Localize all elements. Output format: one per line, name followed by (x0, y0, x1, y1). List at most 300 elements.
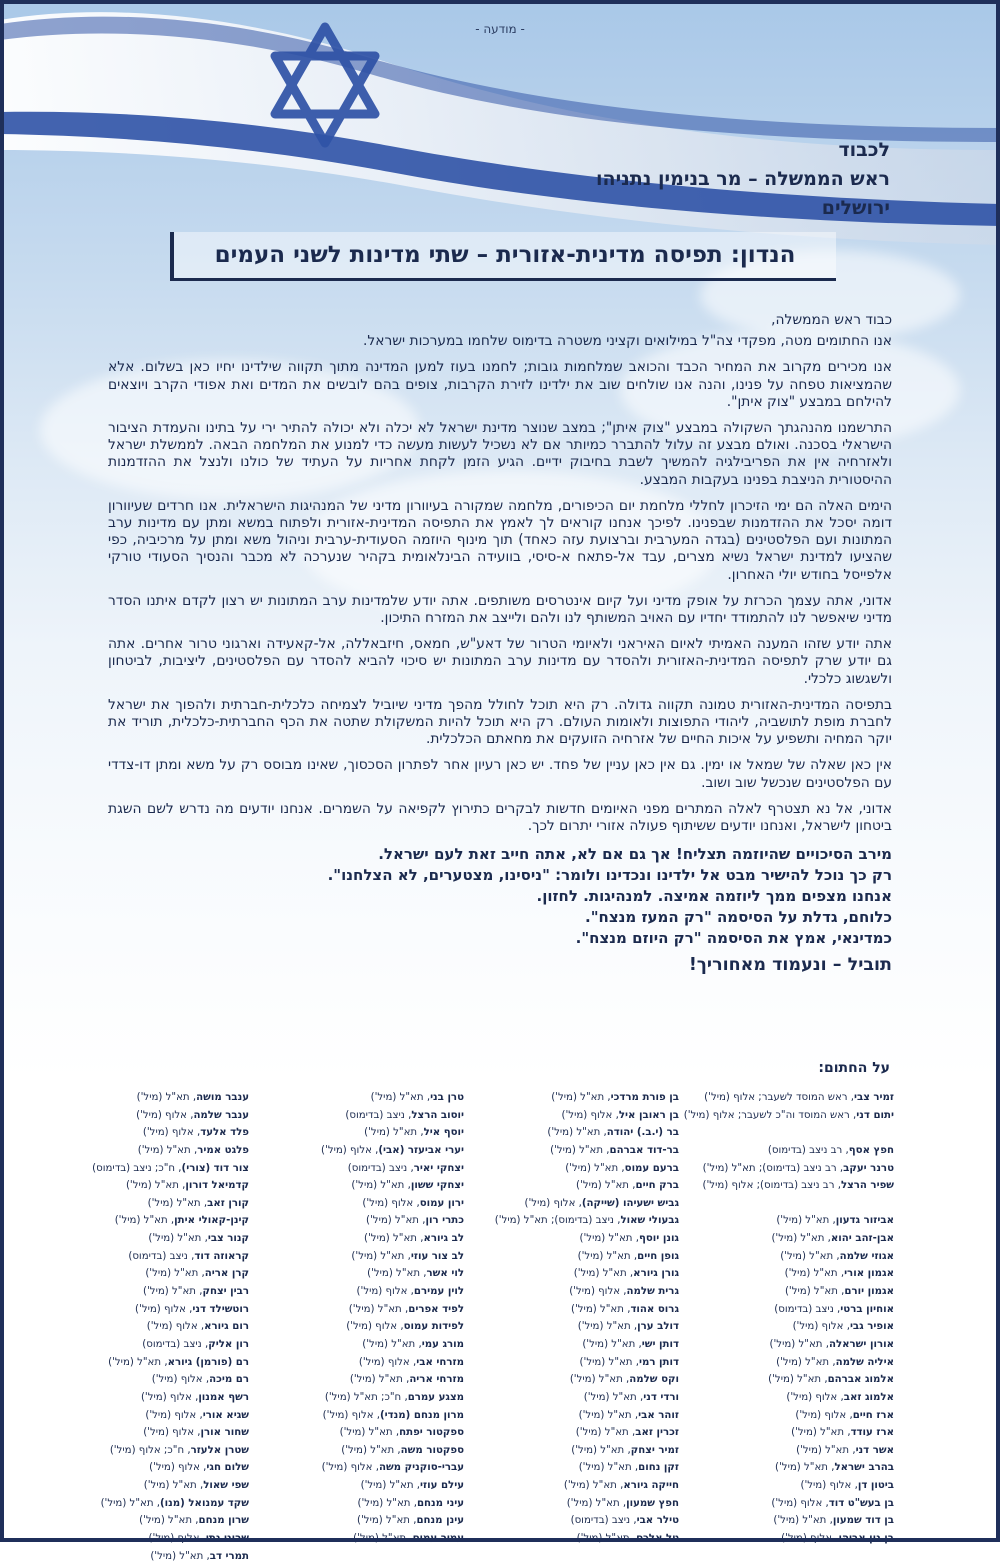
signatory-name: ורדי דני (643, 1391, 679, 1403)
signatory-rank: אלוף (מיל') (524, 1197, 576, 1209)
signatory-name: פלד אלעד (200, 1127, 249, 1139)
signatory-row (479, 1195, 679, 1213)
signatory-separator: , (187, 1250, 195, 1262)
signatory-name: גביש ישעיהו (שייקה) (581, 1197, 679, 1209)
signatory-row (264, 1407, 464, 1425)
signatory-separator: , (844, 1427, 851, 1439)
signatory-row (264, 1530, 464, 1548)
signatory-separator: , (603, 1144, 610, 1156)
signatory-name: חפץ שמעון (626, 1497, 679, 1509)
signatory-name: בר (י.ב.) יהודה (606, 1127, 679, 1139)
signatory-name: אשר דני (855, 1444, 894, 1456)
signatory-rank: תא"ל (מיל') (771, 1233, 825, 1245)
signatory-row (264, 1160, 464, 1178)
signatory-rank: אלוף (מיל') (561, 1109, 613, 1121)
signatory-name: רון אליק (208, 1338, 249, 1350)
notice-label: - מודעה - (475, 22, 525, 36)
signatory-row (99, 1318, 249, 1336)
signatory-name: ברק חיים (635, 1180, 679, 1192)
signatory-name: רם (פורמן) גיורא (167, 1356, 249, 1368)
signatory-name: שגיא אורי (202, 1409, 249, 1421)
signatory-separator: , (613, 1215, 621, 1227)
signatory-name: ביטון דן (857, 1480, 894, 1492)
signatory-separator: , (401, 1391, 408, 1403)
signatory-separator: , (619, 1497, 627, 1509)
signatory-rank: ניצב (בדימוס) (570, 1515, 631, 1527)
signatory-row (694, 1160, 894, 1178)
signatory-row (694, 1495, 894, 1513)
signatory-separator: , (846, 1409, 853, 1421)
signatory-rank: רב ניצב (בדימוס) (767, 1144, 843, 1156)
signatory-rank: תא"ל (מיל') (139, 1515, 193, 1527)
signatory-separator: , (629, 1533, 637, 1545)
paragraph: בתפיסה המדינית-האזורית טמונה תקווה גדולה. רק היא תוכל לחולל מהפך מדיני שיוביל לצמיחה כלכלית-חברתית ולהפוך את ישראל לחברת מופת לתושביה, ליהודי התפוצות ולאומות העולם. רק היא תוכל להיות המשקולת שתטה את הכף החברתית-כלכלית, תוריד את יוקר המחיה ותשפיע על איכות החיים של אזרחיה הזועקים את מחאתם הכלכלית. (108, 696, 892, 748)
signatory-separator: , (824, 1233, 831, 1245)
signatory-rank: תא"ל (מיל') (108, 1356, 162, 1368)
signatory-separator: , (418, 1215, 426, 1227)
signatory-row (264, 1265, 464, 1283)
signatory-separator: , (407, 1162, 414, 1174)
signatory-name: בן פורת מרדכי (610, 1092, 679, 1103)
signatory-name: שרוני נתי (205, 1533, 249, 1545)
signatory-separator: , (371, 1144, 379, 1156)
signatory-separator: , (175, 1162, 182, 1174)
signatory-name: זכרין זאב (635, 1427, 679, 1439)
signatory-rank: תא"ל (מיל') (143, 1480, 197, 1492)
signatory-row (694, 1177, 894, 1195)
signatory-rank: תא"ל (מיל') (137, 1144, 191, 1156)
signatory-rank: ניצב (בדימוס) (345, 1109, 405, 1121)
demand-line: אנחנו מצפים ממך ליוזמה אמיצה. למנהיגות. לחזון. (536, 887, 892, 906)
signatory-rank: תא"ל (מיל') (362, 1338, 416, 1350)
signatory-name: מצגע עמרם (407, 1391, 464, 1403)
signatory-row (264, 1424, 464, 1442)
signatory-separator: , (153, 1497, 161, 1509)
signatory-name: קדמיאל דורון (185, 1180, 249, 1192)
signatory-name: קורן זאב (207, 1197, 249, 1209)
signatory-name: אגמון אורי (844, 1268, 894, 1280)
signatory-name: דולב ערן (637, 1321, 679, 1333)
signatory-rank: תא"ל (מיל') (776, 1215, 830, 1227)
signatory-separator: , (836, 1162, 844, 1174)
signatory-row (479, 1107, 679, 1125)
signatory-rank: תא"ל (מיל') (147, 1197, 201, 1209)
signatory-rank: ניצב (בדימוס); תא"ל (מיל') (494, 1215, 614, 1227)
signatory-name: זמיר יצחק (630, 1444, 679, 1456)
signatory-row (99, 1283, 249, 1301)
signatory-rank: ח"כ; תא"ל (מיל') (324, 1391, 402, 1403)
signatory-separator: , (397, 1321, 404, 1333)
signatory-rank: ח"כ; אלוף (מיל') (109, 1444, 185, 1456)
signatory-row (479, 1283, 679, 1301)
signatory-separator: , (829, 1356, 836, 1368)
signatory-row (99, 1512, 249, 1530)
signatory-separator: , (629, 1180, 636, 1192)
signatory-row (99, 1530, 249, 1548)
signatories-title: על החתום: (818, 1060, 890, 1076)
signatory-separator: , (851, 1480, 858, 1492)
signatory-row (479, 1318, 679, 1336)
signatory-name: מרון מנחם (מנדי) (380, 1409, 464, 1421)
signatory-row (694, 1424, 894, 1442)
signatory-name: שטרן אלעזר (190, 1444, 249, 1456)
signatory-row (694, 1212, 894, 1230)
signatory-rank: תא"ל (מיל') (364, 1233, 417, 1245)
signatory-separator: , (201, 1233, 208, 1245)
signatory-separator: , (167, 1215, 175, 1227)
signatory-separator: , (409, 1356, 417, 1368)
signatory-row (479, 1230, 679, 1248)
signatory-separator: , (373, 1409, 381, 1421)
signatory-name: עיני מנחם (416, 1497, 464, 1509)
signatory-name: לב גיורא (423, 1233, 464, 1245)
signatory-separator: , (417, 1127, 424, 1139)
signatory-name: דותן ישי (641, 1338, 679, 1350)
signatory-name: בן דוד שמעון (832, 1515, 894, 1527)
signatory-name: דותן רמי (639, 1356, 679, 1368)
signatory-separator: , (842, 1144, 849, 1156)
signatory-name: שלום חגי (206, 1462, 249, 1474)
greeting: כבוד ראש הממשלה, (771, 312, 892, 328)
signatory-rank: אלוף (מיל') (346, 1321, 398, 1333)
signatory-rank: תא"ל (מיל') (769, 1338, 823, 1350)
signatory-separator: , (600, 1127, 607, 1139)
signatory-rank: אלוף (מיל') (143, 1427, 195, 1439)
signatory-row (694, 1124, 894, 1142)
signatory-separator: , (575, 1197, 582, 1209)
signatory-separator: , (837, 1391, 844, 1403)
signatory-rank: אלוף (מיל') (795, 1409, 847, 1421)
demand-line: כמדינאי, אמץ את הסיסמה "רק היוזם מנצח". (575, 929, 892, 948)
signatory-name: טרן בני (430, 1092, 464, 1103)
signatory-row (264, 1177, 464, 1195)
signatory-rank: תא"ל (מיל') (569, 1374, 623, 1386)
signatory-name: זמיר צבי (854, 1092, 894, 1103)
demand-line: רק כך נוכל להישיר מבט אל ילדינו ונכדינו ולומר: "ניסינו, מצטערים, לא הצלחנו". (327, 866, 892, 885)
signatory-rank: תא"ל (מיל') (566, 1497, 620, 1509)
signatory-rank: תא"ל (מיל') (578, 1409, 632, 1421)
signatory-separator: , (612, 1109, 619, 1121)
signatory-rank: תא"ל (מיל') (579, 1233, 633, 1245)
signatory-rank: תא"ל (מיל') (565, 1162, 619, 1174)
signatory-row (694, 1459, 894, 1477)
signatory-row (479, 1177, 679, 1195)
signatory-rank: רב ניצב (בדימוס); תא"ל (מיל') (702, 1162, 837, 1174)
signatory-row (479, 1124, 679, 1142)
signatory-rank: תא"ל (מיל') (360, 1480, 414, 1492)
signatory-row (99, 1495, 249, 1513)
address-block (596, 136, 890, 223)
signatory-rank: תא"ל (מיל') (114, 1215, 168, 1227)
signatory-rank: אלוף (מיל') (786, 1391, 838, 1403)
signatories-column (92, 1089, 249, 1565)
signatory-row (479, 1248, 679, 1266)
signatory-row (99, 1107, 249, 1125)
signatory-rank: תא"ל (מיל') (773, 1515, 827, 1527)
signatory-separator: , (628, 1427, 636, 1439)
signatories-column (479, 1089, 679, 1548)
signatory-name: אלמוג זאב (843, 1391, 894, 1403)
signatory-row (264, 1212, 464, 1230)
signatory-name: יוסף איל (423, 1127, 464, 1139)
signatory-row (99, 1389, 249, 1407)
signatory-rank: אלוף (מיל') (781, 1533, 832, 1545)
signatory-separator: , (404, 1250, 411, 1262)
signatory-separator: , (201, 1338, 209, 1350)
signatory-rank: תא"ל (מיל') (780, 1250, 834, 1262)
signatory-row (264, 1371, 464, 1389)
signatory-row (264, 1301, 464, 1319)
signatory-row (479, 1424, 679, 1442)
signatory-name: גרית שלמה (626, 1286, 679, 1298)
signatory-separator: , (192, 1515, 199, 1527)
signatory-separator: , (847, 1092, 854, 1103)
signatory-separator: , (195, 1286, 203, 1298)
signatory-name: שפי שאול (203, 1480, 249, 1492)
signatory-row (264, 1318, 464, 1336)
signatory-row (264, 1354, 464, 1372)
signatory-separator: , (392, 1427, 400, 1439)
signatory-row (264, 1142, 464, 1160)
signatory-rank: אלוף (מיל') (142, 1127, 194, 1139)
signatory-rank: תא"ל (מיל') (351, 1180, 405, 1192)
signatory-row (264, 1107, 464, 1125)
signatory-name: אגוזי שלמה (839, 1250, 894, 1262)
signatory-rank: תא"ל (מיל') (136, 1092, 190, 1103)
signatory-separator: , (604, 1092, 611, 1103)
signatory-name: גופן חיים (637, 1250, 679, 1262)
signatory-name: ארז עודד (850, 1427, 894, 1439)
signatory-rank: תא"ל (מיל') (145, 1268, 199, 1280)
signatory-separator: , (618, 1162, 625, 1174)
signatory-name: חייקה גיורא (623, 1480, 679, 1492)
signatory-row (694, 1336, 894, 1354)
signatory-row (694, 1089, 894, 1107)
signatory-row (694, 1301, 894, 1319)
signatory-row (99, 1230, 249, 1248)
signatory-name: תמרי דב (209, 1550, 249, 1562)
paragraph: התרשמנו מהנהגתך השקולה במבצע "צוק איתן"; במצב שנוצר מדינת ישראל לא יכלה ולא יכולה להתיר ירי על בתינו והעמדת הציבור הישראלי בסכנה. ואולם מבצע זה עלול להתברר כמיותר אם לא נשכיל לעשות מעשה כדי למנוע את המלחמה הבאה. לממשלת ישראל ולאזרחיה אין את הפריבילגיה להמשיך לשבת בחיבוק ידיים. הגיע הזמן לקחת אחריות על העתיד של כולנו ולנצל את ההזדמנות ההיסטורית הניצבת בפנינו בעקבות המבצע. (108, 420, 892, 488)
signatory-row (99, 1442, 249, 1460)
signatory-row (479, 1459, 679, 1477)
signatory-rank: אלוף (מיל') (136, 1109, 187, 1121)
signatory-row (99, 1336, 249, 1354)
signatory-separator: , (401, 1303, 409, 1315)
signatory-separator: , (631, 1462, 639, 1474)
signatory-row (694, 1265, 894, 1283)
signatory-rank: תא"ל (מיל') (353, 1533, 407, 1545)
signatory-row (264, 1124, 464, 1142)
signatory-rank: אלוף (מיל') (140, 1391, 192, 1403)
signatory-row (264, 1089, 464, 1107)
signatory-separator: , (404, 1180, 411, 1192)
signatory-rank: אלוף (מיל') (771, 1497, 823, 1509)
signatory-row (694, 1530, 894, 1548)
signatory-name: רוטשילד דני (192, 1303, 249, 1315)
signatory-rank: תא"ל (מיל') (349, 1374, 403, 1386)
signatory-separator: , (632, 1233, 639, 1245)
signatory-separator: , (827, 1462, 835, 1474)
signatory-rank: תא"ל (מיל') (576, 1533, 630, 1545)
signatory-rank: ח"כ; ניצב (בדימוס) (92, 1162, 176, 1174)
signatory-name: קראוזה דוד (194, 1250, 249, 1262)
signatory-rank: תא"ל (מיל') (563, 1480, 617, 1492)
signatory-rank: תא"ל (מיל') (351, 1250, 405, 1262)
signatory-separator: , (620, 1286, 627, 1298)
signatory-name: טילר אבי (636, 1515, 679, 1527)
signatory-name: גונן יוסף (638, 1233, 679, 1245)
signatory-name: גבעולי שאול (620, 1215, 679, 1227)
signatory-rank: אלוף (מיל') (321, 1144, 372, 1156)
signatory-name: בהרב ישראל (834, 1462, 894, 1474)
signatory-rank: אלוף (מיל') (135, 1303, 186, 1315)
signatory-separator: , (186, 1109, 194, 1121)
signatory-separator: , (402, 1374, 410, 1386)
signatory-name: יוסוב הרצל (411, 1109, 464, 1121)
closing-line: תוביל – ונעמוד מאחוריך! (688, 955, 892, 976)
signatory-row (264, 1336, 464, 1354)
signatory-row (99, 1265, 249, 1283)
signatory-name: לפיד אפרים (408, 1303, 464, 1315)
signatory-rank: תא"ל (מיל') (357, 1497, 411, 1509)
signatory-name: יצחקי ששון (410, 1180, 464, 1192)
signatory-row (99, 1248, 249, 1266)
signatory-name: מזרחי אבי (416, 1356, 464, 1368)
signatory-rank: ניצב (בדימוס) (347, 1162, 408, 1174)
signatory-row (264, 1195, 464, 1213)
signatory-rank: תא"ל (מיל') (150, 1550, 204, 1562)
signatory-name: פלגט אמיר (197, 1144, 249, 1156)
signatory-row (99, 1354, 249, 1372)
signatory-rank: אלוף (מיל') (362, 1197, 414, 1209)
signatory-rank: תא"ל (מיל') (578, 1462, 632, 1474)
signatory-rank: תא"ל (מיל') (366, 1215, 419, 1227)
signatory-rank: תא"ל (מיל') (143, 1286, 196, 1298)
signatory-rank: ראש המוסד וה"כ לשעבר; אלוף (מיל') (683, 1109, 850, 1121)
signatory-rank: תא"ל (מיל') (357, 1515, 410, 1527)
signatory-name: חפץ אסף (848, 1144, 894, 1156)
signatory-rank: תא"ל (מיל') (576, 1180, 630, 1192)
signatory-name: כתרי רון (425, 1215, 464, 1227)
signatory-row (479, 1142, 679, 1160)
signatory-separator: , (200, 1197, 208, 1209)
signatory-name: אביזור גדעון (835, 1215, 894, 1227)
signatory-rank: תא"ל (מיל') (575, 1427, 629, 1439)
signatory-row (479, 1354, 679, 1372)
signatory-rank: תא"ל (מיל') (364, 1127, 418, 1139)
signatory-row (264, 1459, 464, 1477)
signatory-name: שפיר הרצל (840, 1180, 894, 1192)
signatory-name: מזרחי אריה (409, 1374, 464, 1386)
signatory-separator: , (406, 1533, 413, 1545)
signatory-row (99, 1142, 249, 1160)
signatory-separator: , (415, 1338, 422, 1350)
signatory-separator: , (409, 1515, 417, 1527)
signatory-separator: , (826, 1515, 833, 1527)
signatory-separator: , (821, 1374, 828, 1386)
signatory-separator: , (833, 1303, 841, 1315)
paragraph: אין כאן שאלה של שמאל או ימין. גם אין כאן עניין של פחד. יש כאן רעיון אחר לפתרון הסכסוך, שאינו מבוסס רק על משא ומתן דו-צדדי עם הפלסטינים שנכשל שוב ושוב. (108, 757, 892, 791)
signatory-rank: אלוף (מיל') (356, 1286, 408, 1298)
signatory-rank: תא"ל (מיל') (796, 1444, 850, 1456)
signatory-rank: תא"ל (מיל') (577, 1321, 631, 1333)
signatories-grid (92, 1089, 894, 1562)
signatory-rank: תא"ל (מיל') (339, 1427, 393, 1439)
signatory-rank: תא"ל (מיל') (579, 1356, 633, 1368)
signatory-name: אגמון יורם (844, 1286, 894, 1298)
signatory-name: אבן-זהב יהוא (830, 1233, 894, 1245)
signatories-column (264, 1089, 464, 1548)
signatory-row (479, 1160, 679, 1178)
address-line: ראש הממשלה – מר בנימין נתניהו (596, 168, 890, 190)
signatory-rank: תא"ל (מיל') (577, 1250, 631, 1262)
signatory-rank: אלוף (מיל') (792, 1321, 844, 1333)
signatory-row (264, 1283, 464, 1301)
signatory-row (479, 1495, 679, 1513)
signatory-name: רם מיכה (209, 1374, 249, 1386)
signatory-row (99, 1477, 249, 1495)
signatory-name: ארז חיים (852, 1409, 894, 1421)
signatory-rank: אלוף (מיל') (358, 1356, 410, 1368)
signatory-rank: תא"ל (מיל') (348, 1303, 402, 1315)
signatory-rank: תא"ל (מיל') (551, 1092, 605, 1103)
signatory-rank: תא"ל (מיל') (370, 1092, 424, 1103)
signatory-row (694, 1442, 894, 1460)
signatory-row (264, 1495, 464, 1513)
signatory-row (92, 1160, 249, 1178)
signatory-rank: תא"ל (מיל') (573, 1268, 627, 1280)
signatory-rank: תא"ל (מיל') (582, 1338, 636, 1350)
paragraph: אתה יודע שזהו המענה האמיתי לאיום האיראני ולאיומי הטרור של דאע"ש, חמאס, חיזבאללה, אל-קאעידה וארגוני טרור אחרים. אתה גם יודע שרק לתפיסה המדינית-האזורית ולהסדר עם מדינות ערב המתונות יש סיכוי להביא להסדר עם הפלסטינים, ליציבות, לביטחון ולשגשוג כלכלי. (108, 636, 892, 687)
signatory-rank: ראש המוסד לשעבר; אלוף (מיל') (704, 1092, 848, 1103)
signatory-separator: , (635, 1338, 642, 1350)
signatory-name: טל אלכס (636, 1533, 679, 1545)
signatory-row (479, 1212, 679, 1230)
signatory-row (479, 1512, 679, 1530)
signatory-separator: , (394, 1444, 401, 1456)
signatory-rank: תא"ל (מיל') (784, 1286, 838, 1298)
signatory-row (99, 1459, 249, 1477)
signatory-name: רום גיורא (204, 1321, 249, 1333)
paragraph: אדוני, אתה עצמך הכרזת על אופק מדיני ועל קיום אינטרסים משותפים. אתה יודע שלמדינות ערב המתונות יש רצון לקדם איתנו הסדר מדיני שיאפשר לנו להתמודד יחדיו עם האויב המשותף לנו ולהם ולייצב את המזרח התיכון. (108, 592, 892, 627)
signatory-separator: , (849, 1444, 856, 1456)
signatory-separator: , (194, 1427, 201, 1439)
signatory-rank: אלוף (מיל') (148, 1533, 200, 1545)
signatory-name: שקד עמנואל (מנו) (160, 1497, 249, 1509)
signatory-row (479, 1442, 679, 1460)
signatory-row (479, 1407, 679, 1425)
signatory-name: אוחיון ברטי (840, 1303, 894, 1315)
signatory-row (99, 1407, 249, 1425)
signatory-separator: , (822, 1497, 829, 1509)
signatory-name: זקן נחום (638, 1462, 679, 1474)
signatory-separator: , (191, 1391, 199, 1403)
signatory-row (264, 1248, 464, 1266)
signatory-rank: תא"ל (מיל') (570, 1303, 624, 1315)
signatory-name: איליה שלמה (835, 1356, 894, 1368)
signatories-column (683, 1089, 894, 1548)
signatory-rank: אלוף (מיל') (145, 1409, 197, 1421)
signatory-name: ירון עמוס (419, 1197, 464, 1209)
signatory-row (694, 1407, 894, 1425)
signatory-separator: , (822, 1338, 829, 1350)
signatory-separator: , (837, 1286, 845, 1298)
signatory-name: קנור צבי (207, 1233, 249, 1245)
signatory-row (264, 1230, 464, 1248)
signatory-separator: , (184, 1444, 191, 1456)
subject-box (170, 232, 836, 281)
signatory-name: עברי-סוקניק משה (378, 1462, 464, 1474)
